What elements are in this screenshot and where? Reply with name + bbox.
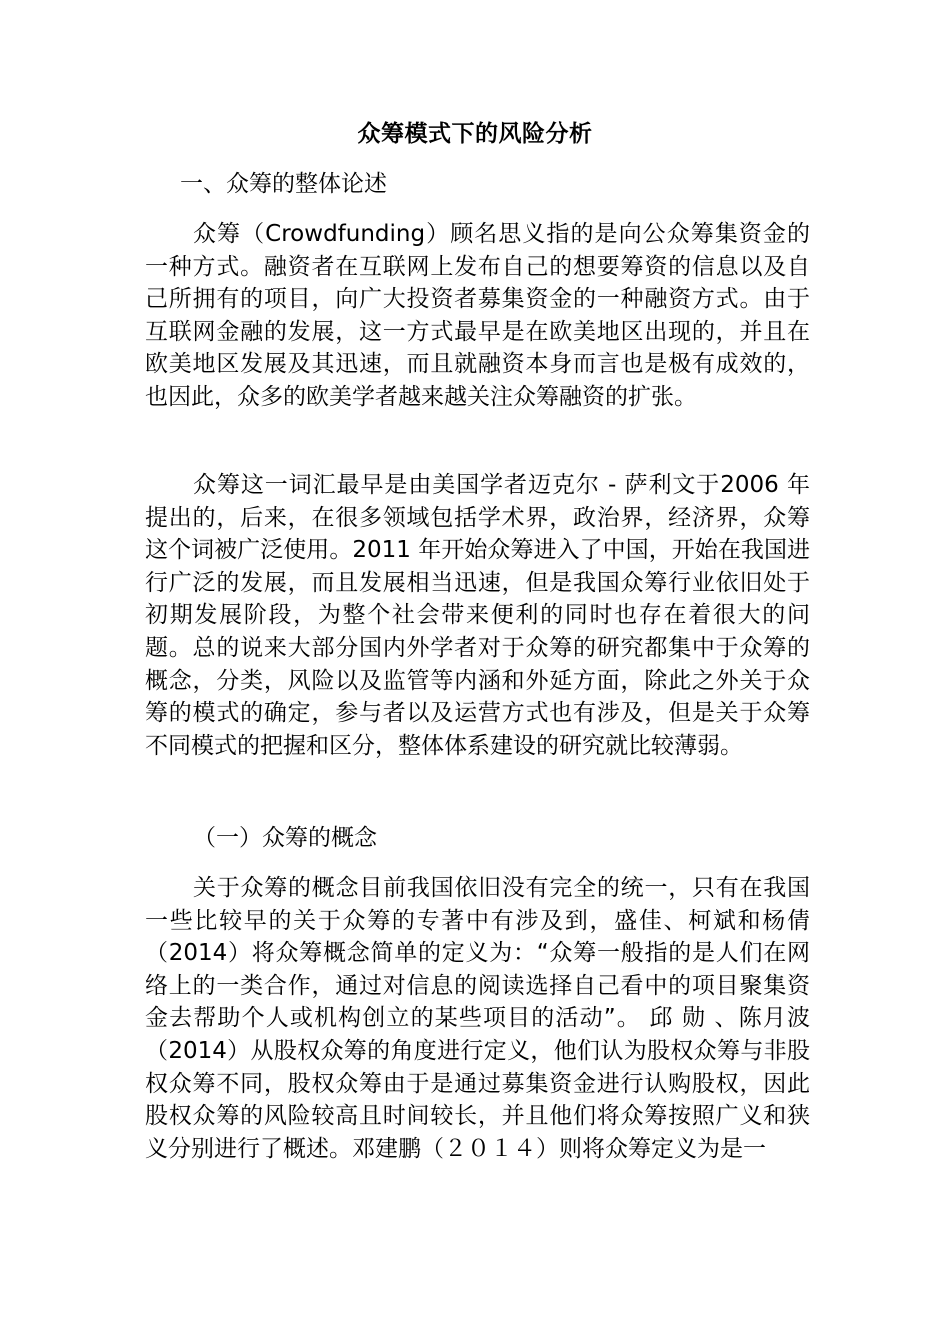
paragraph-2: 众筹这一词汇最早是由美国学者迈克尔 - 萨利文于2006 年提出的，后来，在很多领域包括学术界，政治界，经济界，众筹这个词被广泛使用。2011 年开始众筹进入了中国，开始在我国进行广泛的发展，而且发展相当迅速，但是我国众筹行业依旧处于初期发展阶段，为整个社会带来便利的同时也存在着很大的问题。总的说来大部分国内外学者对于众筹的研究都集中于众筹的概念，分类，风险以及监管等内涵和外延方面，除此之外关于众筹的模式的确定，参与者以及运营方式也有涉及，但是关于众筹不同模式的把握和区分，整体体系建设的研究就比较薄弱。 xyxy=(145,472,810,759)
document-title: 众筹模式下的风险分析 xyxy=(357,121,593,147)
subsection-heading: （一）众筹的概念 xyxy=(193,825,377,851)
paragraph-3: 关于众筹的概念目前我国依旧没有完全的统一，只有在我国一些比较早的关于众筹的专著中有涉及到，盛佳、柯斌和杨倩（2014）将众筹概念简单的定义为：“众筹一般指的是人们在网络上的一类合作，通过对信息的阅读选择自己看中的项目聚集资金去帮助个人或机构创立的某些项目的活动”。 邱 勋 、陈月波（2014）从股权众筹的角度进行定义，他们认为股权众筹与非股权众筹不同，股权众筹由于是通过募集资金进行认购股权，因此股权众筹的风险较高且时间较长，并且他们将众筹按照广义和狭义分别进行了概述。邓建鹏（２０１４）则将众筹定义为是一 xyxy=(145,875,810,1162)
paragraph-1: 众筹（Crowdfunding）顾名思义指的是向公众筹集资金的一种方式。融资者在互联网上发布自己的想要筹资的信息以及自己所拥有的项目，向广大投资者募集资金的一种融资方式。由于互联网金融的发展，这一方式最早是在欧美地区出现的，并且在欧美地区发展及其迅速，而且就融资本身而言也是极有成效的，也因此，众多的欧美学者越来越关注众筹融资的扩张。 xyxy=(145,221,810,410)
section-heading: 一、众筹的整体论述 xyxy=(180,171,387,197)
